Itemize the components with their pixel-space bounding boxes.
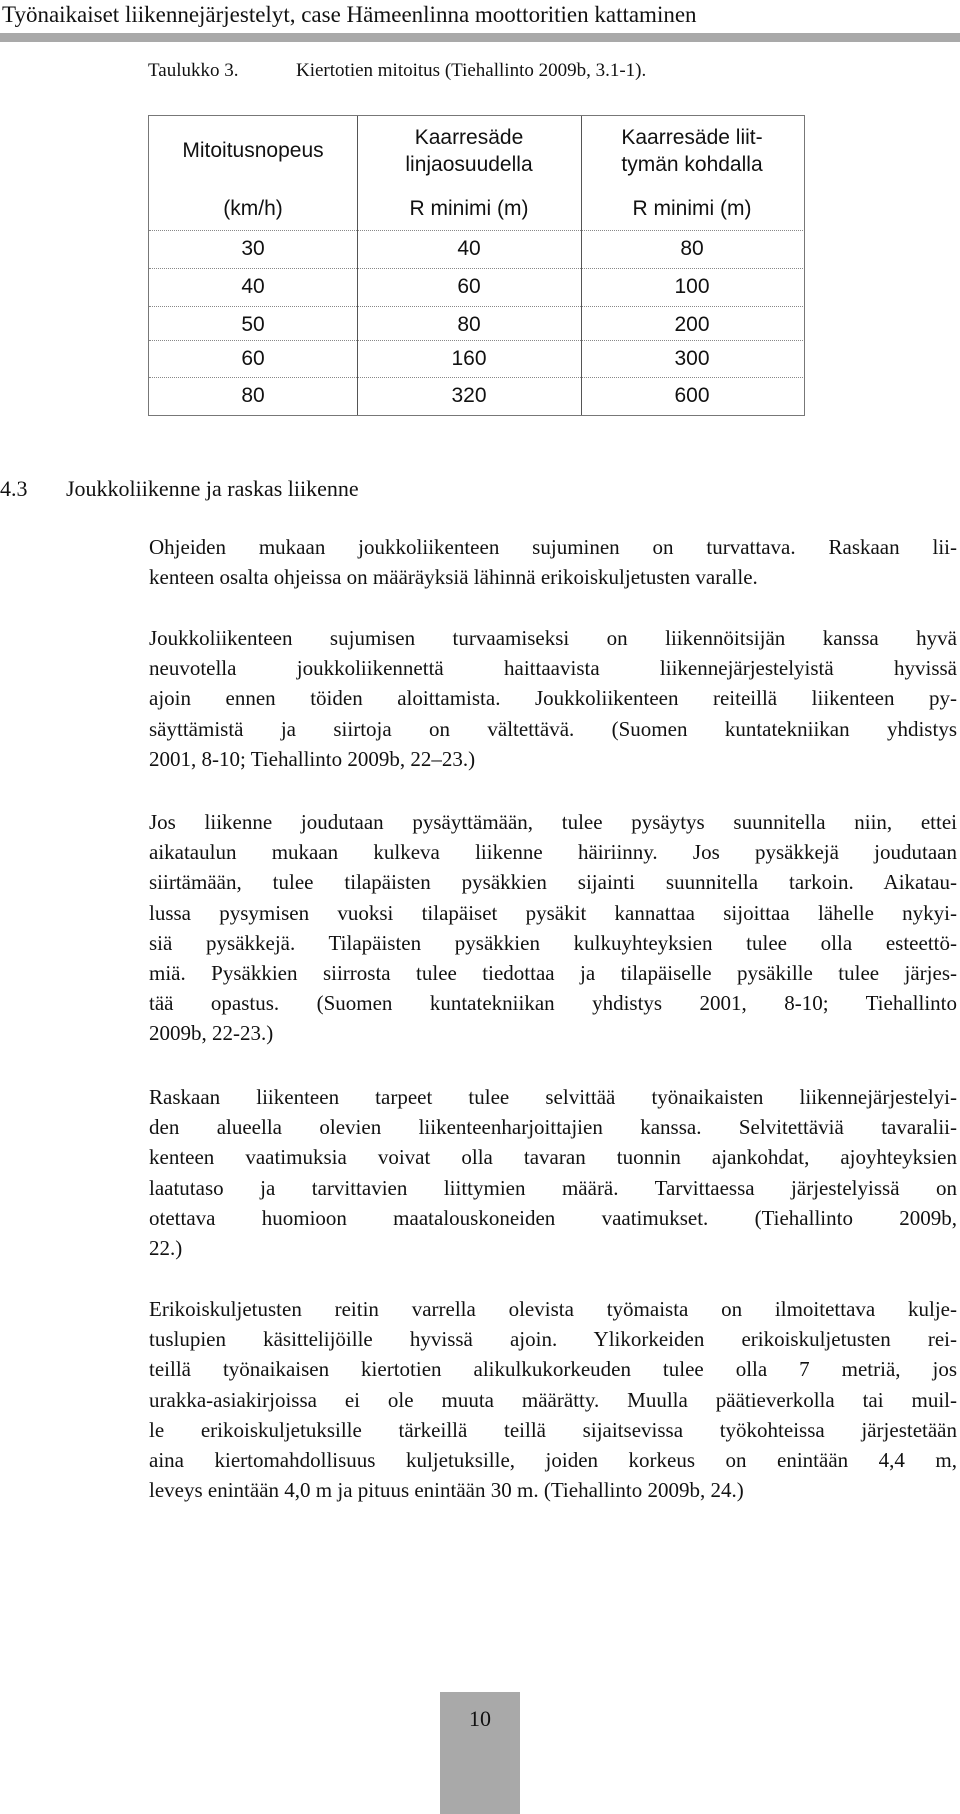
- text-line: 2009b, 22-23.): [149, 1021, 274, 1046]
- table-cell: 80: [680, 237, 704, 260]
- text-line: 2001, 8-10; Tiehallinto 2009b, 22–23.): [149, 746, 476, 771]
- table-cell: 300: [674, 347, 710, 370]
- column-header-speed: Mitoitusnopeus: [182, 139, 324, 162]
- table-cell: 600: [674, 384, 710, 407]
- paragraph: [149, 623, 957, 774]
- text-line: lussa pysymisen vuoksi tilapäiset pysäkit kannattaa sijoittaa lähelle nykyi-: [149, 900, 957, 925]
- table-cell: 60: [457, 275, 481, 298]
- dimensioning-table: [148, 115, 805, 416]
- text-line: le erikoiskuljetuksille tärkeillä teillä sijaitsevissa työkohteissa järjestetään: [149, 1417, 957, 1442]
- text-line: 22.): [149, 1236, 183, 1261]
- column-header-junction-radius-1: Kaarresäde liit-: [621, 126, 763, 149]
- table-cell: 80: [457, 313, 481, 336]
- text-line: siirtämään, tulee tilapäisten pysäkkien sijainti suunnitella tarkoin. Aikatau-: [149, 870, 957, 895]
- table-cell: 50: [241, 313, 265, 336]
- table-cell: 100: [674, 275, 710, 298]
- column-header-line-radius-1: Kaarresäde: [414, 126, 524, 149]
- text-line: den alueella olevien liikenteenharjoittajien kanssa. Selvitettäviä tavaralii-: [149, 1115, 957, 1140]
- section-heading: [0, 474, 359, 504]
- text-line: säyttämistä ja siirtoja on vältettävä. (Suomen kuntatekniikan yhdistys: [149, 716, 957, 741]
- table-row: [149, 340, 803, 378]
- table-cell: 40: [241, 275, 265, 298]
- table-cell: 160: [451, 347, 487, 370]
- column-header-line-radius-2: linjaosuudella: [405, 153, 533, 176]
- text-line: urakka-asiakirjoissa ei ole muuta määrätty. Muulla päätieverkolla tai muil-: [149, 1387, 957, 1412]
- text-line: kenteen vaatimuksia voivat olla tavaran tuonnin ajankohdat, ajoyhteyksien: [149, 1145, 957, 1170]
- header-title: Työnaikaiset liikennejärjestelyt, case Hämeenlinna moottoritien kattaminen: [2, 2, 697, 27]
- text-line: aina kiertomahdollisuus kuljetuksille, joiden korkeus on enintään 4,4 m,: [149, 1448, 957, 1473]
- table-cell: 80: [241, 384, 265, 407]
- text-line: Raskaan liikenteen tarpeet tulee selvittää työnaikaisten liikennejärjestelyi-: [149, 1085, 957, 1109]
- column-unit-line-radius: R minimi (m): [409, 197, 529, 220]
- text-line: tää opastus. (Suomen kuntatekniikan yhdistys 2001, 8-10; Tiehallinto: [149, 991, 957, 1016]
- text-line: neuvotella joukkoliikennettä haittaavista liikennejärjestelyistä hyvissä: [149, 656, 957, 681]
- page-header: [0, 0, 960, 46]
- text-line: leveys enintään 4,0 m ja pituus enintään 30 m. (Tiehallinto 2009b, 24.): [149, 1478, 744, 1503]
- table-cell: 40: [457, 237, 481, 260]
- section-title: Joukkoliikenne ja raskas liikenne: [66, 476, 359, 501]
- text-line: aikataulun mukaan kulkeva liikenne häiriinny. Jos pysäkkejä joudutaan: [149, 840, 957, 865]
- column-header-junction-radius-2: tymän kohdalla: [621, 153, 763, 176]
- table-cell: 320: [451, 384, 487, 407]
- text-line: Jos liikenne joudutaan pysäyttämään, tulee pysäytys suunnitella niin, ettei: [149, 810, 957, 834]
- table-caption: [148, 58, 646, 84]
- table-caption-text: Kiertotien mitoitus (Tiehallinto 2009b, 3.1-1).: [296, 60, 647, 81]
- text-line: ajoin ennen töiden aloittamista. Joukkoliikenteen reiteillä liikenteen py-: [149, 686, 957, 711]
- table-cell: 60: [241, 347, 265, 370]
- text-line: Erikoiskuljetusten reitin varrella olevista työmaista on ilmoitettava kulje-: [149, 1297, 957, 1321]
- text-line: otettava huomioon maatalouskoneiden vaatimukset. (Tiehallinto 2009b,: [149, 1205, 957, 1230]
- table-row: [149, 230, 803, 268]
- table-cell: 30: [241, 237, 265, 260]
- column-unit-junction-radius: R minimi (m): [632, 197, 752, 220]
- text-line: Ohjeiden mukaan joukkoliikenteen sujuminen on turvattava. Raskaan lii-: [149, 535, 957, 559]
- text-line: siä pysäkkejä. Tilapäisten pysäkkien kulkuyhteyksien tulee olla esteettö-: [149, 930, 957, 955]
- column-unit-speed: (km/h): [223, 197, 283, 220]
- table-cell: 200: [674, 313, 710, 336]
- text-line: Joukkoliikenteen sujumisen turvaamiseksi on liikennöitsijän kanssa hyvä: [149, 626, 957, 650]
- section-number: 4.3: [0, 476, 28, 501]
- table-row: [149, 268, 803, 306]
- header-rule: [0, 33, 960, 42]
- paragraph: [149, 532, 957, 592]
- text-line: miä. Pysäkkien siirrosta tulee tiedottaa ja tilapäiselle pysäkille tulee järjes-: [149, 961, 957, 986]
- page-number: 10: [469, 1706, 491, 1731]
- text-line: tuslupien käsittelijöille hyvissä ajoin. Ylikorkeiden erikoiskuljetusten rei-: [149, 1327, 957, 1352]
- text-line: kenteen osalta ohjeissa on määräyksiä lähinnä erikoiskuljetusten varalle.: [149, 565, 758, 590]
- text-line: teillä työnaikaisen kiertotien alikulkukorkeuden tulee olla 7 metriä, jos: [149, 1357, 957, 1382]
- paragraph: [149, 1082, 957, 1263]
- paragraph: [149, 807, 957, 1049]
- table-caption-number: Taulukko 3.: [148, 60, 239, 81]
- table-row: [149, 306, 803, 344]
- text-line: laatutaso ja tarvittavien liittymien määrä. Tarvittaessa järjestelyissä on: [149, 1175, 957, 1200]
- page-number-box: [440, 1692, 520, 1814]
- paragraph: [149, 1294, 957, 1505]
- table-row: [149, 377, 803, 415]
